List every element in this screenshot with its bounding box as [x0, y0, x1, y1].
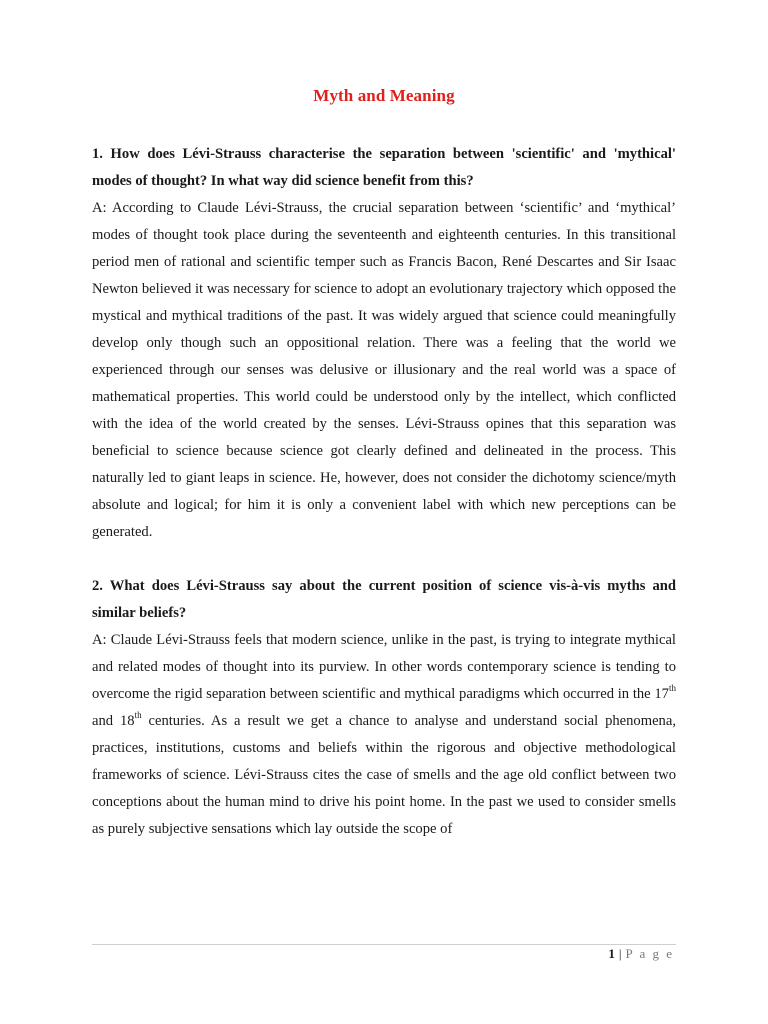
answer-2: [92, 627, 676, 843]
ordinal-suffix-18th: th: [134, 710, 142, 721]
page-number: 1: [608, 946, 616, 961]
answer-2-part-2: and 18: [92, 713, 135, 729]
document-title: Myth and Meaning: [313, 86, 455, 105]
answer-2-part-1: A: Claude Lévi-Strauss feels that modern science, unlike in the past, is trying to integrate mythical and related modes of thought into its purview. In other words contemporary science is tending to overcome the rigid separation between scientific and mythical paradigms which occurred in the 17: [92, 632, 676, 702]
page-label: P a g e: [625, 946, 674, 961]
paragraph-gap: [92, 546, 676, 573]
answer-2-part-3: centuries. As a result we get a chance to analyse and understand social phenomena, practices, institutions, customs and beliefs within the rigorous and objective methodological frameworks of science. Lévi-Strauss cites the case of smells and the age old conflict between two conceptions about the human mind to drive his point home. In the past we used to consider smells as purely subjective sensations which lay outside the scope of: [92, 713, 676, 837]
document-body: [92, 141, 676, 843]
page-footer: [608, 946, 674, 962]
footer-rule: [92, 944, 676, 945]
footer-separator: |: [618, 946, 623, 961]
answer-1: A: According to Claude Lévi-Strauss, the crucial separation between ‘scientific’ and ‘mythical’ modes of thought took place during the seventeenth and eighteenth centuries. In this transitional period men of rational and scientific temper such as Francis Bacon, René Descartes and Sir Isaac Newton believed it was necessary for science to adopt an evolutionary trajectory which opposed the mystical and mythical traditions of the past. It was widely argued that science could meaningfully develop only though such an oppositional relation. There was a feeling that the world we experienced through our senses was delusive or illusionary and the real world was a space of mathematical properties. This world could be understood only by the intellect, which conflicted with the idea of the world created by the senses. Lévi-Strauss opines that this separation was beneficial to science because science got clearly defined and delineated in the process. This naturally led to giant leaps in science. He, however, does not consider the dichotomy science/myth absolute and logical; for him it is only a convenient label with which new perceptions can be generated.: [92, 200, 676, 540]
question-2: 2. What does Lévi-Strauss say about the current position of science vis-à-vis myths and similar beliefs?: [92, 578, 676, 621]
question-1: 1. How does Lévi-Strauss characterise the separation between 'scientific' and 'mythical' modes of thought? In what way did science benefit from this?: [92, 146, 676, 189]
ordinal-suffix-17th: th: [668, 683, 676, 694]
